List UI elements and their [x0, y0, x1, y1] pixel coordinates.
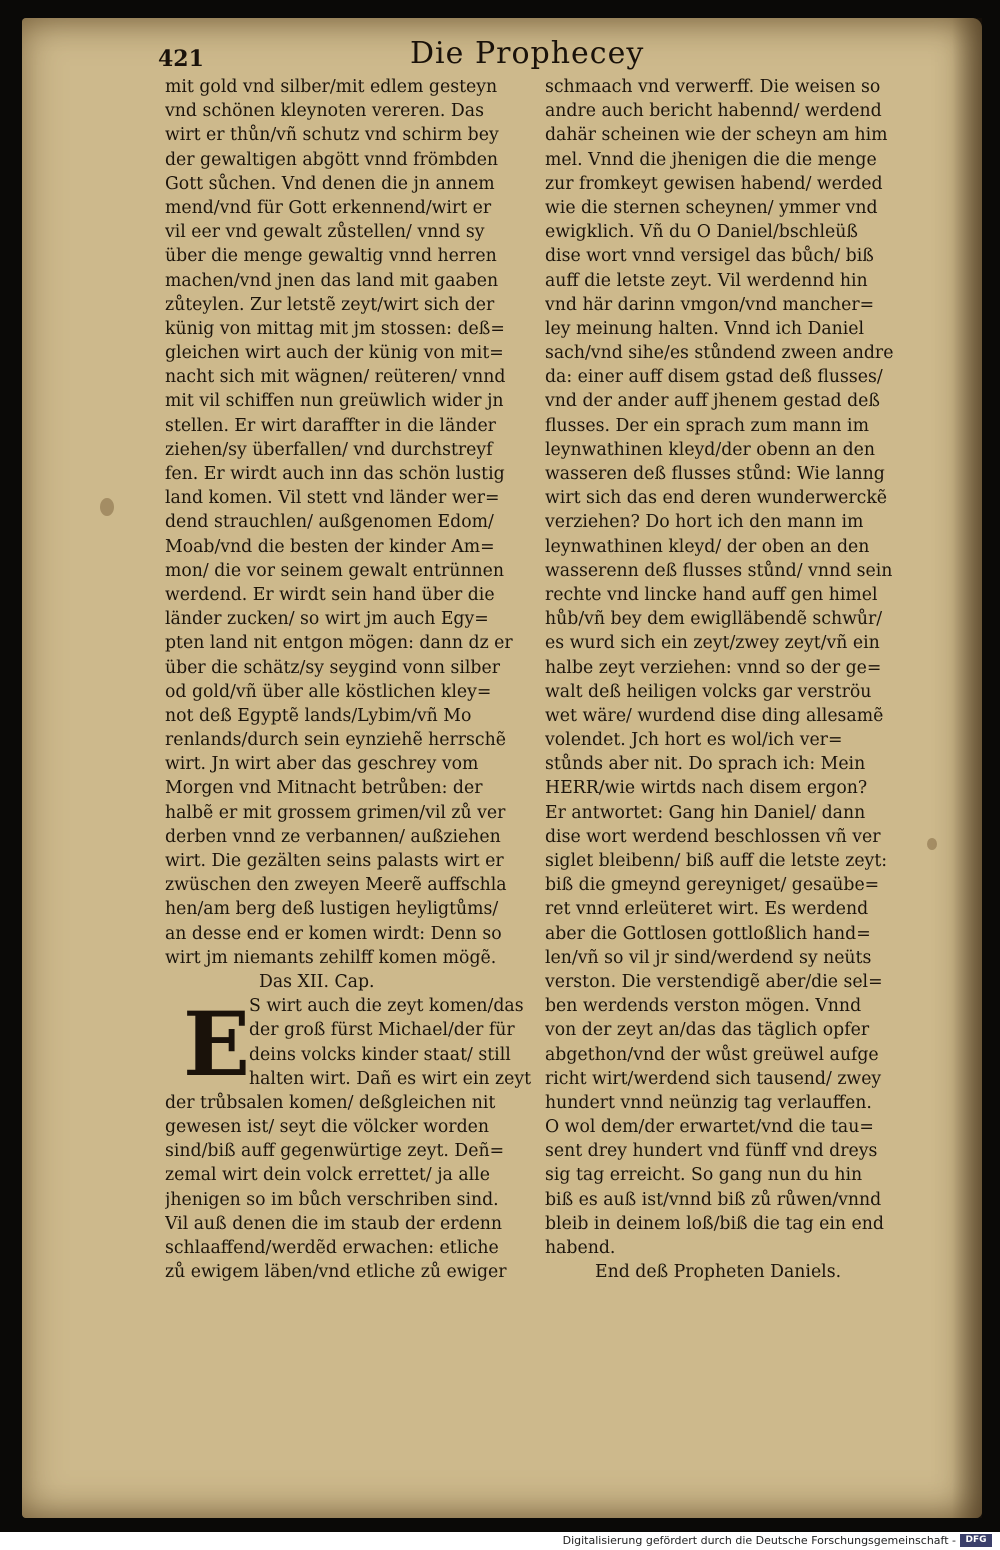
- text-line: sent drey hundert vnd fünff vnd dreys: [545, 1141, 878, 1162]
- text-line: wirt sich das end deren wunderwerckẽ: [545, 488, 888, 509]
- text-line: über die menge gewaltig vnnd herren: [165, 246, 497, 267]
- text-line: es wurd sich ein zeyt/zwey zeyt/vñ ein: [545, 633, 880, 654]
- text-line: vnd der ander auff jhenem gestad deß: [545, 391, 880, 412]
- text-line: wasseren deß flusses stůnd: Wie lanng: [545, 464, 885, 484]
- text-line: biß es auß ist/vnnd biß zů růwen/vnnd: [545, 1189, 882, 1210]
- text-line: habend.: [545, 1238, 616, 1258]
- text-line: zůteylen. Zur letstẽ zeyt/wirt sich der: [165, 294, 495, 315]
- text-line: wasserenn deß flusses stůnd/ vnnd sein: [545, 560, 893, 581]
- dfg-logo: DFG: [960, 1534, 992, 1547]
- text-line: verston. Die verstendigẽ aber/die sel=: [545, 971, 883, 992]
- colophon: End deß Propheten Daniels.: [595, 1262, 842, 1283]
- text-line: not deß Egyptẽ lands/Lybim/vñ Mo: [165, 705, 472, 726]
- text-line: halbe zeyt verziehen: vnnd so der ge=: [545, 657, 882, 678]
- text-line: S wirt auch die zeyt komen/das: [249, 996, 524, 1017]
- text-line: pten land nit entgon mögen: dann dz er: [165, 633, 513, 654]
- text-line: mit gold vnd silber/mit edlem gesteyn: [165, 77, 498, 97]
- text-line: dahär scheinen wie der scheyn am him: [545, 125, 888, 146]
- text-line: sig tag erreicht. So gang nun du hin: [545, 1165, 863, 1186]
- text-line: ley meinung halten. Vnnd ich Daniel: [545, 318, 865, 339]
- chapter-heading: Das XII. Cap.: [259, 971, 375, 992]
- text-line: Gott sůchen. Vnd denen die jn annem: [165, 173, 495, 194]
- text-line: werdend. Er wirdt sein hand über die: [165, 584, 495, 605]
- text-line: fen. Er wirdt auch inn das schön lustig: [165, 464, 505, 484]
- text-line: ziehen/sy überfallen/ vnd durchstreyf: [165, 439, 493, 460]
- text-line: dise wort werdend beschlossen vñ ver: [545, 826, 881, 847]
- text-line: HERR/wie wirtds nach disem ergon?: [545, 778, 868, 799]
- text-line: ewigklich. Vñ du O Daniel/bschleüß: [545, 222, 858, 243]
- text-line: od gold/vñ über alle köstlichen kley=: [165, 681, 492, 702]
- text-line: auff die letste zeyt. Vil werdennd hin: [545, 270, 868, 291]
- funding-notice: Digitalisierung gefördert durch die Deutsche Forschungsgemeinschaft -: [562, 1534, 956, 1547]
- text-line: richt wirt/werdend sich tausend/ zwey: [545, 1068, 882, 1089]
- text-line: stůnds aber nit. Do sprach ich: Mein: [545, 754, 866, 775]
- text-line: von der zeyt an/das das täglich opfer: [545, 1020, 870, 1041]
- text-line: an desse end er komen wirdt: Denn so: [165, 923, 502, 944]
- text-line: siglet bleibenn/ biß auff die letste zeyt:: [545, 851, 888, 871]
- text-line: bleib in deinem loß/biß die tag ein end: [545, 1213, 884, 1234]
- left-column: [165, 75, 550, 1284]
- text-line: der trůbsalen komen/ deßgleichen nit: [165, 1092, 496, 1113]
- text-line: volendet. Jch hort es wol/ich ver=: [545, 730, 843, 751]
- text-line: derben vnnd ze verbannen/ außziehen: [165, 826, 501, 847]
- text-line: andre auch bericht habennd/ werdend: [545, 101, 882, 122]
- right-column: [545, 75, 915, 1284]
- text-line: land komen. Vil stett vnd länder wer=: [165, 488, 500, 509]
- text-line: der gewaltigen abgött vnnd frömbden: [165, 149, 499, 170]
- text-line: zů ewigem läben/vnd etliche zů ewiger: [165, 1262, 507, 1283]
- text-line: flusses. Der ein sprach zum mann im: [545, 415, 869, 436]
- text-line: leynwathinen kleyd/der obenn an den: [545, 439, 876, 460]
- text-line: vil eer vnd gewalt zůstellen/ vnnd sy: [165, 222, 485, 243]
- text-line: deins volcks kinder staat/ still: [249, 1044, 511, 1065]
- text-line: mon/ die vor seinem gewalt entrünnen: [165, 560, 504, 581]
- text-line: verziehen? Do hort ich den mann im: [545, 512, 864, 533]
- text-line: wirt jm niemants zehilff komen mögẽ.: [165, 947, 497, 968]
- text-line: jhenigen so im bůch verschriben sind.: [165, 1189, 499, 1210]
- text-line: über die schätz/sy seygind vonn silber: [165, 657, 500, 678]
- text-line: wie die sternen scheynen/ ymmer vnd: [545, 197, 878, 218]
- text-line: da: einer auff disem gstad deß flusses/: [545, 367, 883, 388]
- text-line: O wol dem/der erwartet/vnd die tau=: [545, 1117, 874, 1138]
- page-header: [140, 28, 940, 72]
- text-line: schmaach vnd verwerff. Die weisen so: [545, 77, 881, 97]
- text-line: der groß fürst Michael/der für: [249, 1020, 515, 1041]
- text-line: gewesen ist/ seyt die völcker worden: [165, 1117, 489, 1138]
- text-line: zemal wirt dein volck errettet/ ja alle: [165, 1165, 490, 1186]
- text-line: rechte vnd lincke hand auff gen himel: [545, 584, 878, 605]
- running-title: Die Prophecey: [410, 36, 645, 71]
- text-line: wirt er thůn/vñ schutz vnd schirm bey: [165, 125, 499, 146]
- text-line: biß die gmeynd gereyniget/ gesaübe=: [545, 875, 880, 896]
- chapter-opening: [165, 994, 550, 1284]
- text-line: schlaaffend/werdẽd erwachen: etliche: [165, 1238, 499, 1258]
- text-line: künig von mittag mit jm stossen: deß=: [165, 318, 505, 339]
- text-line: Moab/vnd die besten der kinder Am=: [165, 536, 495, 557]
- text-line: walt deß heiligen volcks gar verströu: [545, 681, 872, 702]
- text-line: länder zucken/ so wirt jm auch Egy=: [165, 609, 489, 630]
- text-line: Morgen vnd Mitnacht betrůben: der: [165, 778, 483, 799]
- left-column-text: [165, 75, 550, 970]
- text-line: len/vñ so vil jr sind/werdend sy neüts: [545, 947, 872, 968]
- text-line: halbẽ er mit grossem grimen/vil zů ver: [165, 802, 506, 823]
- paper-stain: [100, 498, 114, 516]
- paper-stain: [927, 838, 937, 850]
- page-number: 421: [158, 46, 204, 72]
- text-line: sind/biß auff gegenwürtige zeyt. Deñ=: [165, 1141, 505, 1162]
- right-column-text: [545, 75, 915, 1260]
- text-line: machen/vnd jnen das land mit gaaben: [165, 270, 499, 291]
- drop-cap-initial: E: [183, 992, 251, 1097]
- text-line: halten wirt. Dañ es wirt ein zeyt: [249, 1068, 532, 1089]
- text-line: wirt. Jn wirt aber das geschrey vom: [165, 754, 479, 775]
- text-line: hůb/vñ bey dem ewiglläbendẽ schwůr/: [545, 609, 883, 630]
- text-line: ben werdends verston mögen. Vnnd: [545, 996, 862, 1017]
- text-line: renlands/durch sein eynziehẽ herrschẽ: [165, 730, 506, 751]
- text-line: ret vnnd erleüteret wirt. Es werdend: [545, 899, 869, 920]
- text-line: abgethon/vnd der wůst greüwel aufge: [545, 1044, 879, 1065]
- text-line: zur fromkeyt gewisen habend/ werded: [545, 173, 883, 194]
- text-line: stellen. Er wirt daraffter in die länder: [165, 415, 496, 436]
- digitization-footer: [0, 1532, 1000, 1550]
- text-line: sach/vnd sihe/es stůndend zween andre: [545, 343, 894, 364]
- text-line: aber die Gottlosen gottloßlich hand=: [545, 923, 871, 944]
- text-line: zwüschen den zweyen Meerẽ auffschla: [165, 875, 507, 896]
- text-line: hen/am berg deß lustigen heyligtůms/: [165, 899, 499, 920]
- text-line: Vil auß denen die im staub der erdenn: [165, 1213, 503, 1234]
- text-line: wirt. Die gezälten seins palasts wirt er: [165, 851, 504, 871]
- text-line: nacht sich mit wägnen/ reüteren/ vnnd: [165, 367, 506, 388]
- text-line: vnd schönen kleynoten vereren. Das: [165, 101, 484, 122]
- text-line: mel. Vnnd die jhenigen die die menge: [545, 149, 877, 170]
- text-line: mend/vnd für Gott erkennend/wirt er: [165, 197, 492, 218]
- text-line: leynwathinen kleyd/ der oben an den: [545, 536, 870, 557]
- text-line: mit vil schiffen nun greüwlich wider jn: [165, 391, 504, 412]
- text-line: hundert vnnd neünzig tag verlauffen.: [545, 1092, 872, 1113]
- text-line: vnd här darinn vmgon/vnd mancher=: [545, 294, 875, 315]
- text-line: gleichen wirt auch der künig von mit=: [165, 343, 504, 364]
- text-line: dend strauchlen/ außgenomen Edom/: [165, 512, 494, 533]
- text-line: wet wäre/ wurdend dise ding allesamẽ: [545, 705, 884, 726]
- text-line: dise wort vnnd versigel das bůch/ biß: [545, 246, 874, 267]
- text-line: Er antwortet: Gang hin Daniel/ dann: [545, 802, 866, 823]
